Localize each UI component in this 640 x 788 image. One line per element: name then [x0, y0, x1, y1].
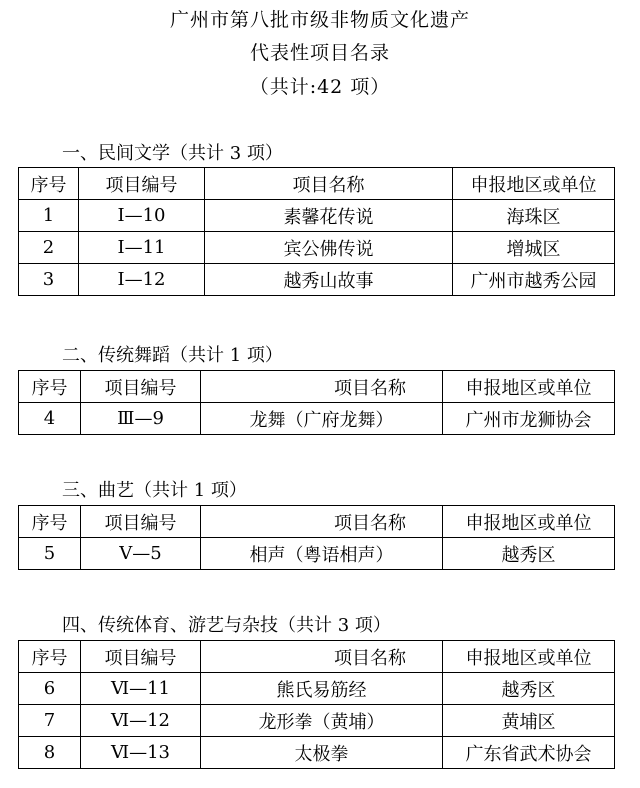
cell-code: Ⅵ—12	[81, 705, 201, 737]
cell-seq: 2	[19, 232, 79, 264]
table-header-row	[19, 506, 615, 538]
header-unit: 申报地区或单位	[443, 641, 615, 673]
table-row	[19, 737, 615, 769]
cell-seq: 7	[19, 705, 81, 737]
table-row	[19, 264, 615, 296]
cell-unit: 越秀区	[443, 538, 615, 570]
cell-seq: 8	[19, 737, 81, 769]
header-code: 项目编号	[81, 371, 201, 403]
section-heading-quyi: 三、曲艺（共计 1 项）	[62, 480, 247, 501]
cell-seq: 5	[19, 538, 81, 570]
header-seq: 序号	[19, 641, 81, 673]
table-row	[19, 232, 615, 264]
header-seq: 序号	[19, 506, 81, 538]
cell-code: Ⅰ—12	[79, 264, 205, 296]
cell-unit: 增城区	[453, 232, 615, 264]
section-heading-sports-acrobatics: 四、传统体育、游艺与杂技（共计 3 项）	[62, 615, 391, 636]
header-code: 项目编号	[81, 641, 201, 673]
header-name: 项目名称	[205, 168, 453, 200]
header-code: 项目编号	[79, 168, 205, 200]
cell-unit: 广州市龙狮协会	[443, 403, 615, 435]
header-unit: 申报地区或单位	[453, 168, 615, 200]
cell-name: 越秀山故事	[205, 264, 453, 296]
header-seq: 序号	[19, 371, 81, 403]
table-traditional-dance	[18, 370, 615, 435]
header-name: 项目名称	[201, 371, 443, 403]
table-header-row	[19, 168, 615, 200]
doc-title-line2: 代表性项目名录	[249, 42, 390, 64]
cell-code: Ⅵ—13	[81, 737, 201, 769]
cell-code: Ⅰ—11	[79, 232, 205, 264]
table-row	[19, 673, 615, 705]
section-heading-folk-literature: 一、民间文学（共计 3 项）	[62, 143, 283, 164]
cell-seq: 6	[19, 673, 81, 705]
table-sports-acrobatics	[18, 640, 615, 769]
cell-code: Ⅴ—5	[81, 538, 201, 570]
section-heading-traditional-dance: 二、传统舞蹈（共计 1 项）	[62, 345, 283, 366]
cell-seq: 4	[19, 403, 81, 435]
header-name: 项目名称	[201, 641, 443, 673]
table-row	[19, 200, 615, 232]
cell-unit: 广州市越秀公园	[453, 264, 615, 296]
cell-unit: 海珠区	[453, 200, 615, 232]
header-code: 项目编号	[81, 506, 201, 538]
header-unit: 申报地区或单位	[443, 371, 615, 403]
table-folk-literature	[18, 167, 615, 296]
cell-name: 相声（粤语相声）	[201, 538, 443, 570]
cell-name: 太极拳	[201, 737, 443, 769]
header-seq: 序号	[19, 168, 79, 200]
cell-name: 熊氏易筋经	[201, 673, 443, 705]
cell-unit: 黄埔区	[443, 705, 615, 737]
cell-name: 宾公佛传说	[205, 232, 453, 264]
cell-code: Ⅰ—10	[79, 200, 205, 232]
table-header-row	[19, 641, 615, 673]
cell-name: 龙舞（广府龙舞）	[201, 403, 443, 435]
doc-title-line1: 广州市第八批市级非物质文化遗产	[169, 9, 470, 31]
cell-unit: 越秀区	[443, 673, 615, 705]
table-header-row	[19, 371, 615, 403]
table-row	[19, 403, 615, 435]
table-quyi	[18, 505, 615, 570]
cell-name: 龙形拳（黄埔）	[201, 705, 443, 737]
cell-code: Ⅵ—11	[81, 673, 201, 705]
doc-title-line3: （共计:42 项）	[249, 76, 391, 98]
cell-code: Ⅲ—9	[81, 403, 201, 435]
header-unit: 申报地区或单位	[443, 506, 615, 538]
cell-name: 素馨花传说	[205, 200, 453, 232]
header-name: 项目名称	[201, 506, 443, 538]
cell-seq: 3	[19, 264, 79, 296]
table-row	[19, 705, 615, 737]
cell-unit: 广东省武术协会	[443, 737, 615, 769]
table-row	[19, 538, 615, 570]
cell-seq: 1	[19, 200, 79, 232]
